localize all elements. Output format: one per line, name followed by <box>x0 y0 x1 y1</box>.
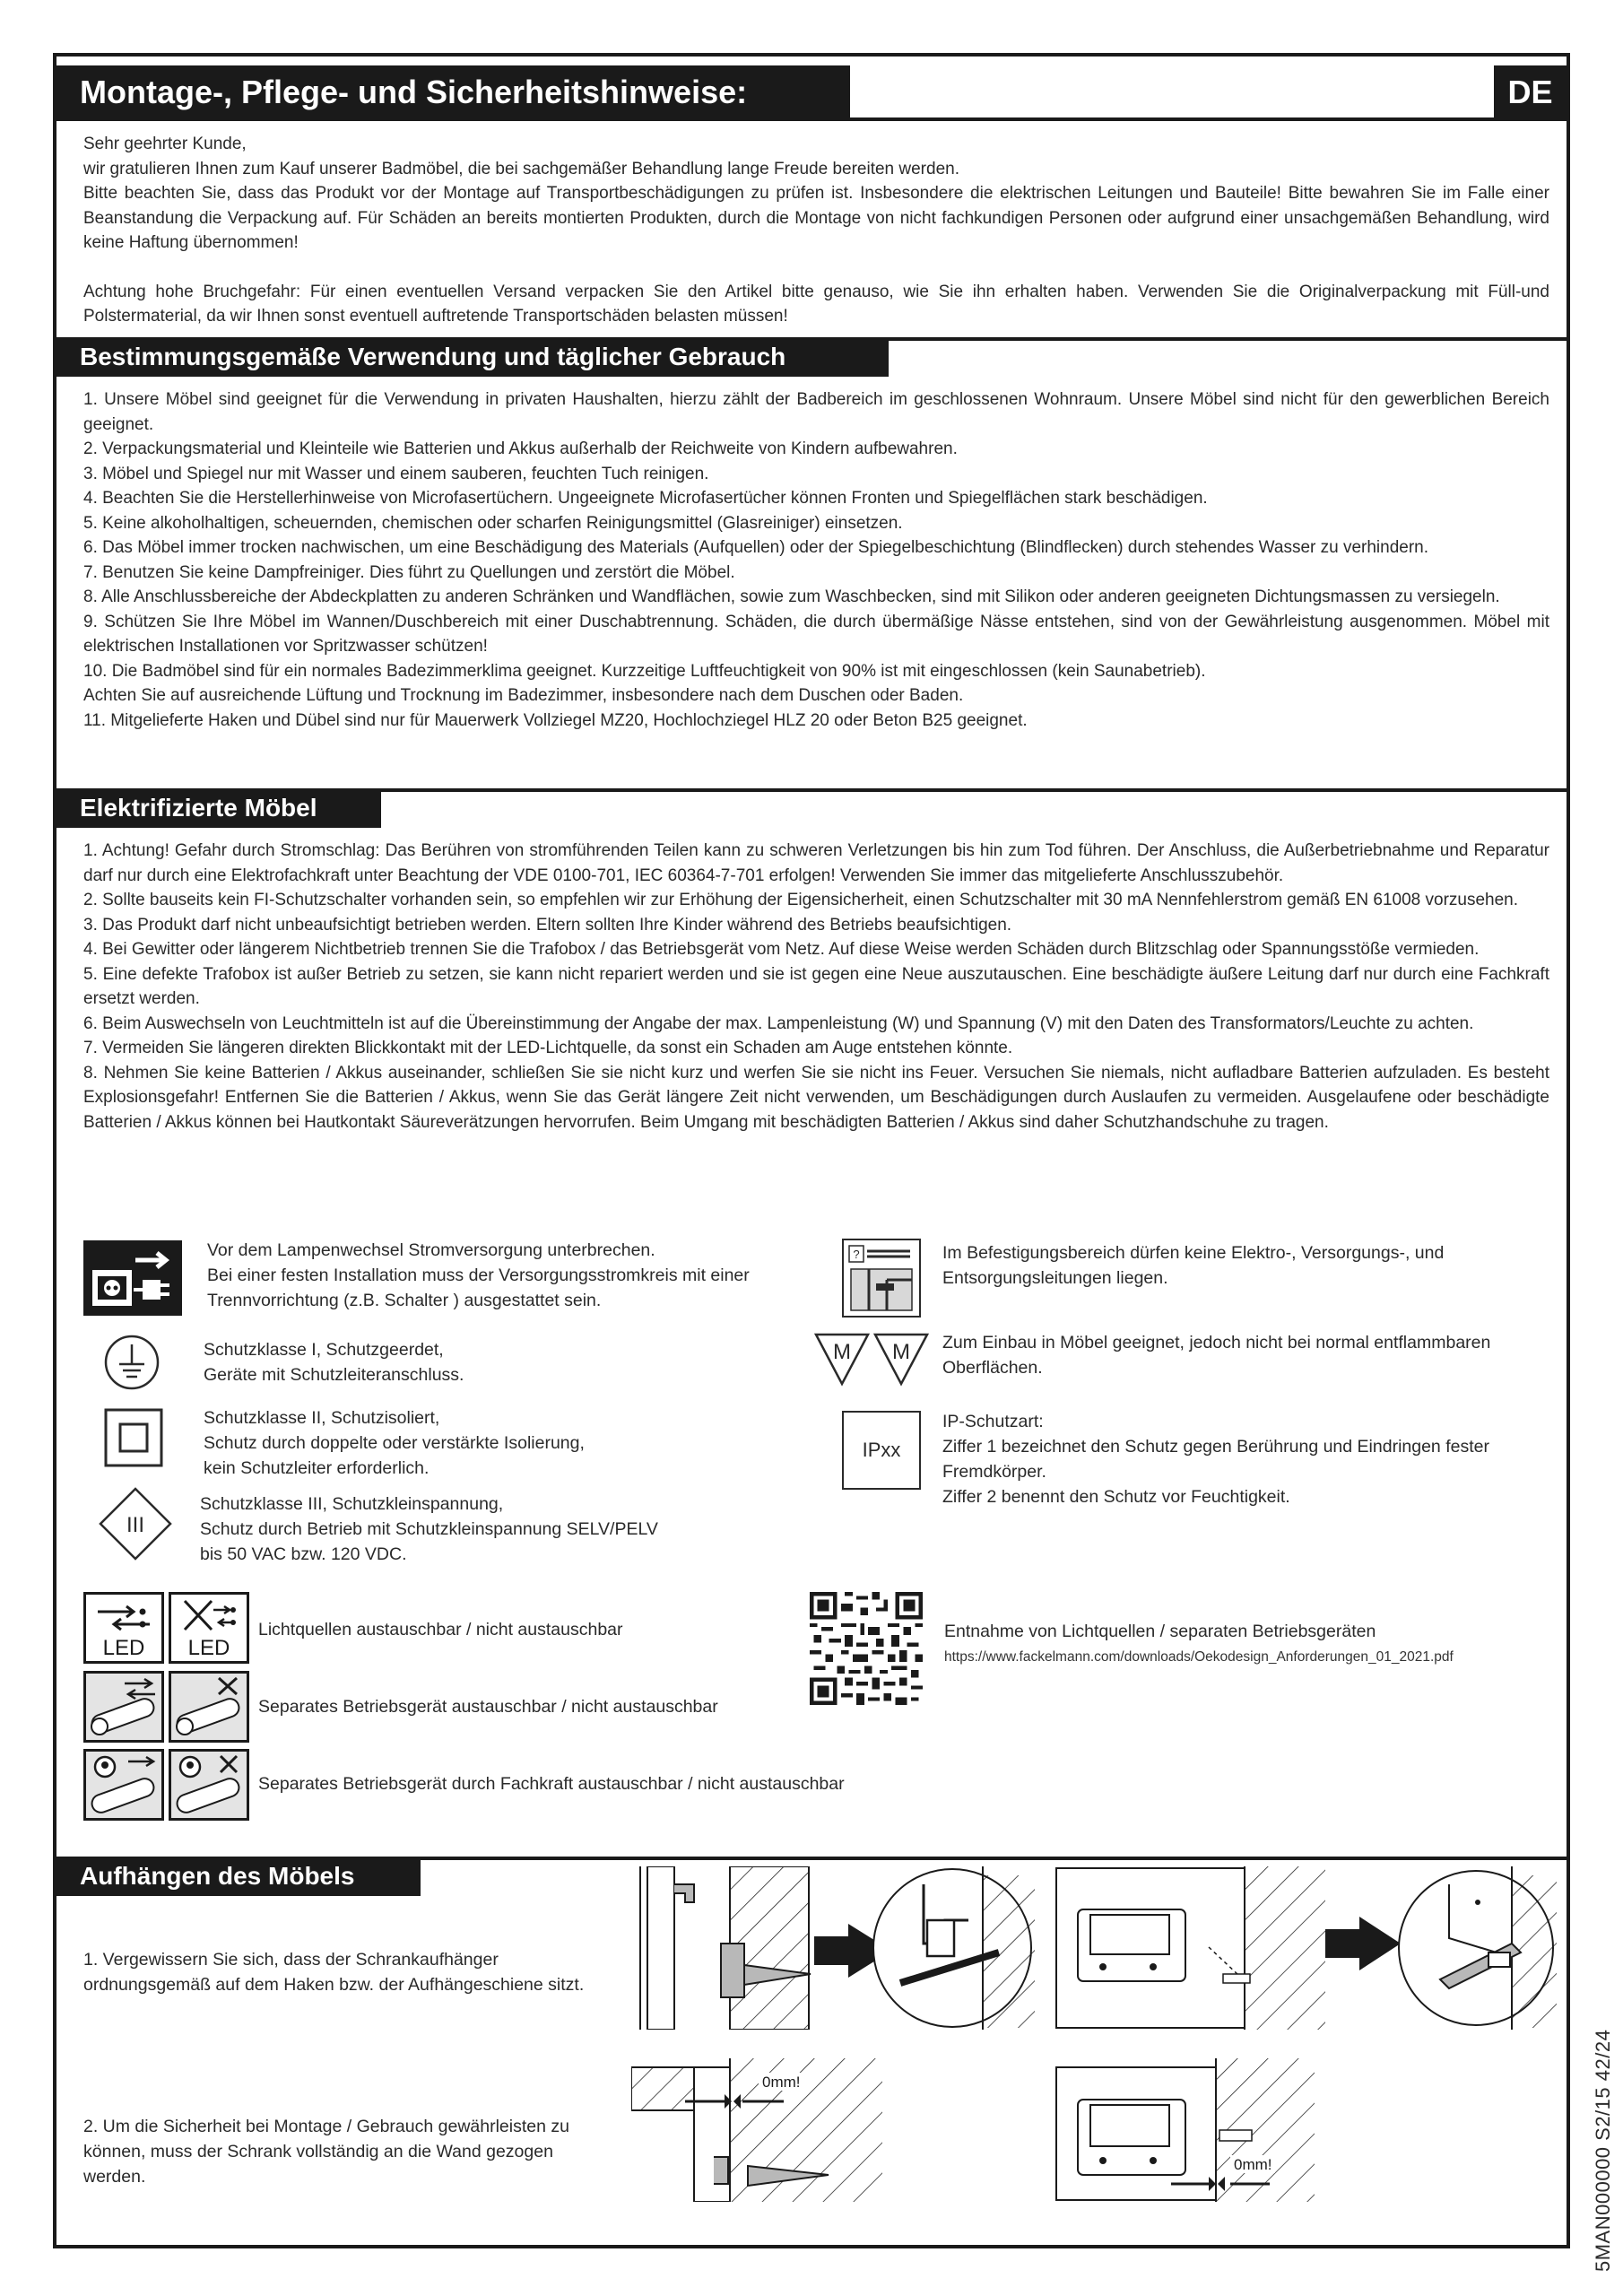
ip-digit1: Ziffer 1 bezeichnet den Schutz gegen Berührung und Eindringen fester Fremdkörper. <box>942 1437 1489 1482</box>
intro-text <box>83 132 1549 329</box>
ip-text <box>942 1409 1552 1509</box>
unplug-text: Vor dem Lampenwechsel Stromversorgung unterbrechen. Bei einer festen Installation muss der Versorgungsstromkreis mit einer Trennvorrichtung (z.B. Schalter ) ausgestattet sein. <box>207 1240 750 1310</box>
intro-inspection: Bitte beachten Sie, dass das Produkt vor der Montage auf Transportbeschädigungen zu prüfen ist. Insbesondere die elektrischen Leitungen und Bauteile! Bitte bewahren Sie im Falle einer Beanstandung die Verpackung auf. Für Schäden an bereits montierten Produkten, durch die Montage von nicht fachkundigen Personen oder aufgrund einer unsachgemäßen Behandlung, wird keine Haftung übernommen! <box>83 184 1549 252</box>
electric-item: 2. Sollte bauseits kein FI-Schutzschalter vorhanden sein, so empfehlen wir zur Erhöhung der Eigensicherheit, einen Schutzschalter mit 30 mA Nennfehlerstrom gemäß EN 61008 vorzusehen. <box>83 891 1519 909</box>
gap-label: 0mm! <box>762 2074 801 2091</box>
usage-item: 11. Mitgelieferte Haken und Dübel sind nur für Mauerwerk Vollziegel MZ20, Hochlochziegel HLZ 20 oder Beton B25 geeignet. <box>83 710 1028 730</box>
electric-item: 1. Achtung! Gefahr durch Stromschlag: Das Berühren von stromführenden Teilen kann zu schweren Verletzungen bis hin zum Tod führen. Der Anschluss, die Außerbetriebnahme und Reparatur darf nur durch eine Elektrofachkraft unter Beachtung der VDE 0100-701, IEC 60364-7-701 erfolgen! Verwenden Sie immer das mitgelieferte Anschlusszubehör. <box>83 841 1549 885</box>
rail-detail-figure <box>1055 1866 1557 2030</box>
usage-item: 6. Das Möbel immer trocken nachwischen, um eine Beschädigung des Materials (Aufquellen) oder der Spiegelbeschichtung (Blindflecken) durch stehendes Wasser zu verhindern. <box>83 538 1429 557</box>
electric-item: 5. Eine defekte Trafobox ist außer Betrieb zu setzen, sie kann nicht repariert werden und sie ist gegen eine Neue auszutauschen. Eine beschädigte äußere Leitung darf nur durch eine Fachkraft ersetzt werden. <box>83 964 1549 1008</box>
usage-item: 7. Benutzen Sie keine Dampfreiniger. Dies führt zu Quellungen und zerstört die Möbel. <box>83 562 735 582</box>
hanging-heading: Aufhängen des Möbels <box>56 1857 421 1896</box>
class3-text: Schutzklasse III, Schutzkleinspannung, Schutz durch Betrieb mit Schutzkleinspannung SELV/PELV bis 50 VAC bzw. 120 VDC. <box>200 1494 658 1564</box>
usage-item: 4. Beachten Sie die Herstellerhinweise von Microfasertüchern. Ungeeignete Microfasertücher können Fronten und Spiegelflächen stark beschädigen. <box>83 489 1208 508</box>
class3-diamond-icon <box>98 1486 173 1561</box>
led-glyph: LED <box>102 1636 145 1660</box>
ip-digit2: Ziffer 2 benennt den Schutz vor Feuchtigkeit. <box>942 1487 1290 1507</box>
usage-item: 2. Verpackungsmaterial und Kleinteile wie Batterien und Akkus außerhalb der Reichweite von Kindern aufbewahren. <box>83 439 958 458</box>
led-not-replaceable-icon <box>169 1592 249 1664</box>
flush-rail-figure <box>1055 2058 1315 2202</box>
ip-title: IP-Schutzart: <box>942 1412 1044 1431</box>
electric-item: 6. Beim Auswechseln von Leuchtmitteln ist auf die Übereinstimmung der Angabe der max. Lampenleistung (W) und Spannung (V) mit den Daten des Transformators/Leuchte zu achten. <box>83 1013 1474 1033</box>
mm-glyph: M <box>892 1340 910 1364</box>
class3-glyph: III <box>126 1513 145 1537</box>
qr-code-icon <box>810 1592 923 1705</box>
class2-text: Schutzklasse II, Schutzisoliert, Schutz durch doppelte oder verstärkte Isolierung, kein Schutzleiter erforderlich. <box>204 1408 585 1478</box>
svg-text:?: ? <box>853 1248 860 1261</box>
driver-not-replaceable-icon <box>169 1671 249 1743</box>
flush-wall-figure <box>631 2058 882 2202</box>
gap-label: 0mm! <box>1234 2156 1272 2173</box>
mounting-text: Im Befestigungsbereich dürfen keine Elektro-, Versorgungs-, und Entsorgungsleitungen liegen. <box>942 1243 1445 1288</box>
usage-item: 9. Schützen Sie Ihre Möbel im Wannen/Duschbereich mit einer Duschabtrennung. Schäden, die durch übermäßige Nässe entstehen, sind von der Gewährleistung ausgenommen. Möbel mit elektrischen Installationen vor Spritzwasser schützen! <box>83 612 1549 656</box>
electric-item: 7. Vermeiden Sie längeren direkten Blickkontakt mit der LED-Lichtquelle, da sonst ein Schaden am Auge entstehen könnte. <box>83 1039 1013 1057</box>
led-replaceable-icon <box>83 1592 164 1664</box>
usage-heading: Bestimmungsgemäße Verwendung und täglicher Gebrauch <box>56 337 889 377</box>
intro-greeting: Sehr geehrter Kunde, <box>83 135 247 153</box>
expert-text: Separates Betriebsgerät durch Fachkraft austauschbar / nicht austauschbar <box>258 1774 845 1794</box>
usage-item: 3. Möbel und Spiegel nur mit Wasser und einem sauberen, feuchten Tuch reinigen. <box>83 464 709 483</box>
document-code: 5MAN000000 S2/15 42/24 <box>1592 2029 1614 2272</box>
mounting-area-icon <box>842 1239 921 1318</box>
electric-item: 4. Bei Gewitter oder längerem Nichtbetrieb trennen Sie die Trafobox / das Betriebsgerät vom Netz. Auf diese Weise werden Schäden durch Blitzschlag oder Spannungsstöße vermieden. <box>83 940 1480 959</box>
header-rule <box>56 117 1567 121</box>
mm-text: Zum Einbau in Möbel geeignet, jedoch nicht bei normal entflammbaren Oberflächen. <box>942 1333 1491 1378</box>
hanging-step1: 1. Vergewissern Sie sich, dass der Schrankaufhänger ordnungsgemäß auf dem Haken bzw. der Aufhängeschiene sitzt. <box>83 1950 585 1995</box>
mm-glyph: M <box>833 1340 851 1364</box>
usage-item: Achten Sie auf ausreichende Lüftung und Trocknung im Badezimmer, insbesondere nach dem Duschen oder Baden. <box>83 686 964 705</box>
electric-item: 8. Nehmen Sie keine Batterien / Akkus auseinander, schließen Sie sie nicht kurz und werfen Sie sie nicht ins Feuer. Versuchen Sie niemals, nicht aufladbare Batterien aufzuladen. Es besteht Explosionsgefahr! Entfernen Sie die Batterien / Akkus, wenn Sie das Gerät längere Zeit nicht verwenden, um Beschädigungen durch Auslaufen zu vermeiden. Ausgelaufene oder beschädigte Batterien / Akkus können bei Hautkontakt Säureverätzungen hervorrufen. Beim Umgang mit beschädigten Batterien / Akkus sind daher Schutzhandschuhe zu tragen. <box>83 1063 1549 1132</box>
usage-list <box>83 387 1549 733</box>
driver-expert-not-replaceable-icon <box>169 1749 249 1821</box>
electric-heading: Elektrifizierte Möbel <box>56 788 381 828</box>
led-glyph: LED <box>187 1636 230 1660</box>
driver-text: Separates Betriebsgerät austauschbar / nicht austauschbar <box>258 1697 718 1717</box>
hanging-step2: 2. Um die Sicherheit bei Montage / Gebrauch gewährleisten zu können, muss der Schrank vollständig an die Wand gezogen werden. <box>83 2117 569 2187</box>
led-text: Lichtquellen austauschbar / nicht austauschbar <box>258 1620 623 1639</box>
page-title: Montage-, Pflege- und Sicherheitshinweise: <box>56 65 850 119</box>
electric-item: 3. Das Produkt darf nicht unbeaufsichtigt betrieben werden. Eltern sollten Ihre Kinder während des Betriebs beaufsichtigen. <box>83 915 1012 935</box>
unplug-icon <box>83 1240 182 1316</box>
electric-list <box>83 839 1549 1135</box>
intro-shipping: Achtung hohe Bruchgefahr: Für einen eventuellen Versand verpacken Sie den Artikel bitte genauso, wie Sie ihn erhalten haben. Verwenden Sie die Originalverpackung mit Füll-und Polstermaterial, da wir Ihnen sonst eventuell auftretende Transportschäden belasten müssen! <box>83 282 1549 326</box>
usage-item: 10. Die Badmöbel sind für ein normales Badezimmerklima geeignet. Kurzzeitige Luftfeuchtigkeit von 90% ist mit eingeschlossen (kein Saunabetrieb). <box>83 661 1206 681</box>
driver-expert-replaceable-icon <box>83 1749 164 1821</box>
usage-item: 5. Keine alkoholhaltigen, scheuernden, chemischen oder scharfen Reinigungsmittel (Glasreiniger) einsetzen. <box>83 513 903 533</box>
double-insulation-icon <box>103 1407 164 1468</box>
page-frame <box>53 53 1614 2272</box>
protective-earth-icon <box>103 1334 161 1391</box>
driver-replaceable-icon <box>83 1671 164 1743</box>
language-badge: DE <box>1494 65 1567 119</box>
qr-label: Entnahme von Lichtquellen / separaten Betriebsgeräten <box>944 1622 1376 1641</box>
usage-item: 1. Unsere Möbel sind geeignet für die Verwendung in privaten Haushalten, hierzu zählt der Badbereich im geschlossenen Wohnraum. Unsere Möbel sind nicht für den gewerblichen Bereich geeignet. <box>83 390 1549 434</box>
mm-furniture-icon <box>813 1332 930 1387</box>
usage-item: 8. Alle Anschlussbereiche der Abdeckplatten zu anderen Schränken und Wandflächen, sowie zum Waschbecken, sind mit Silikon oder anderen geeigneten Dichtungsmassen zu versiegeln. <box>83 587 1500 606</box>
qr-url-link[interactable]: https://www.fackelmann.com/downloads/Oekodesign_Anforderungen_01_2021.pdf <box>944 1649 1454 1665</box>
hook-detail-figure <box>631 1866 1035 2030</box>
class1-text: Schutzklasse I, Schutzgeerdet, Geräte mit Schutzleiteranschluss. <box>204 1340 464 1385</box>
ip-rating-icon: IPxx <box>842 1411 921 1490</box>
intro-congrats: wir gratulieren Ihnen zum Kauf unserer Badmöbel, die bei sachgemäßer Behandlung lange Freude bereiten werden. <box>83 159 959 178</box>
